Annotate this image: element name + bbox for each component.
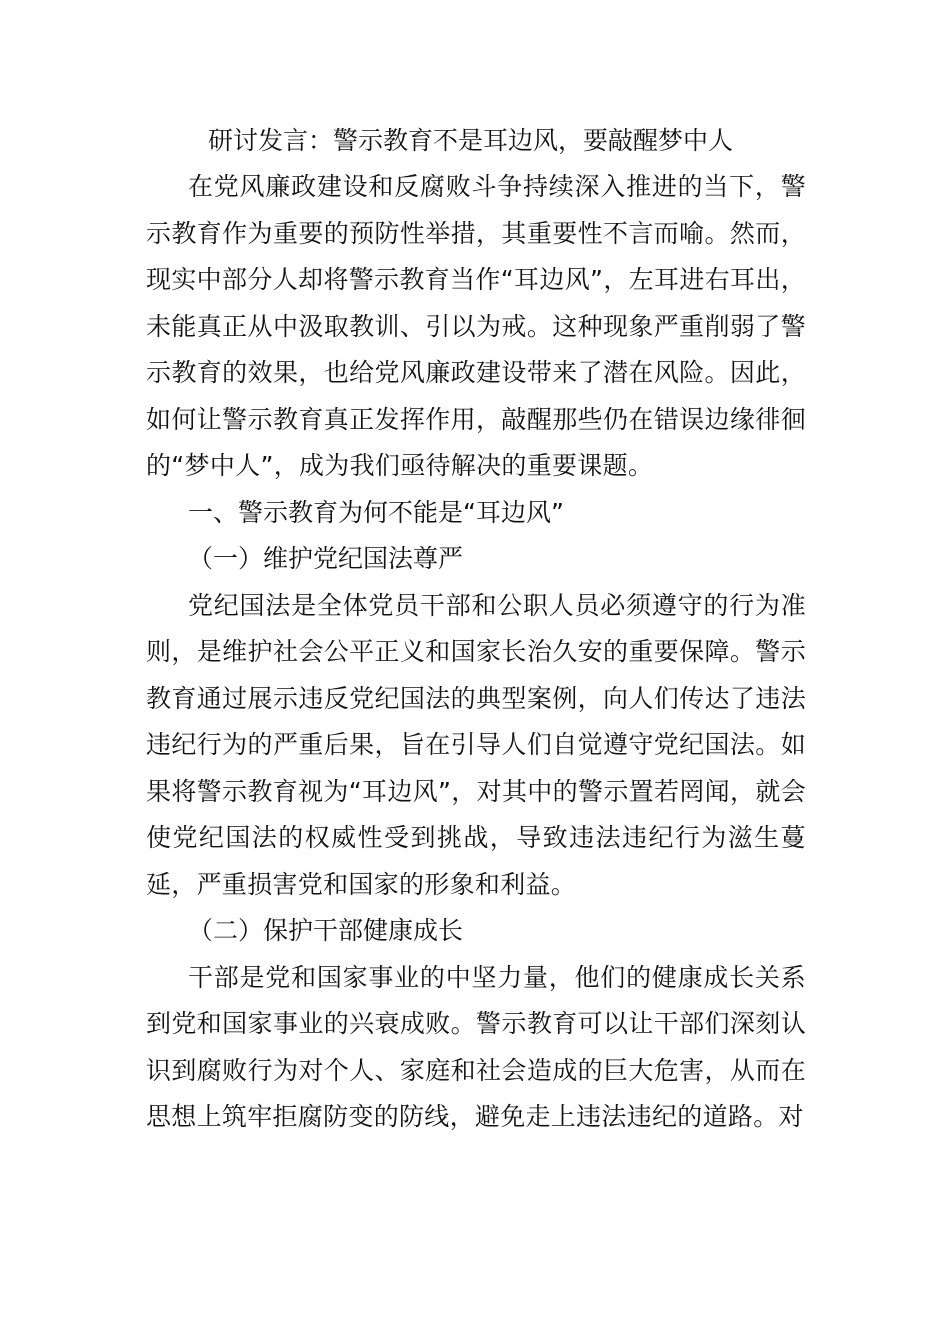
subsection-1-heading: （一）维护党纪国法尊严 [188,544,464,573]
intro-paragraph: 在党风廉政建设和反腐败斗争持续深入推进的当下，警示教育作为重要的预防性举措，其重要性不言而喻。然而，现实中部分人却将警示教育当作“耳边风”，左耳进右耳出，未能真正从中汲取教训、引以为戒。这种现象严重削弱了警示教育的效果，也给党风廉政建设带来了潜在风险。因此，如何让警示教育真正发挥作用，敲醒那些仍在错误边缘徘徊的“梦中人”，成为我们亟待解决的重要课题。 [146,172,806,480]
document-page [146,118,806,1141]
subsection-1-paragraph: 党纪国法是全体党员干部和公职人员必须遵守的行为准则，是维护社会公平正义和国家长治久安的重要保障。警示教育通过展示违反党纪国法的典型案例，向人们传达了违法违纪行为的严重后果，旨在引导人们自觉遵守党纪国法。如果将警示教育视为“耳边风”，对其中的警示置若罔闻，就会使党纪国法的权威性受到挑战，导致违法违纪行为滋生蔓延，严重损害党和国家的形象和利益。 [146,590,806,899]
section-1-heading: 一、警示教育为何不能是“耳边风” [188,497,564,527]
document-title: 研讨发言：警示教育不是耳边风，要敲醒梦中人 [208,126,734,155]
subsection-2-paragraph: 干部是党和国家事业的中坚力量，他们的健康成长关系到党和国家事业的兴衰成败。警示教育可以让干部们深刻认识到腐败行为对个人、家庭和社会造成的巨大危害，从而在思想上筑牢拒腐防变的防线，避免走上违法违纪的道路。对 [146,962,806,1131]
subsection-2-heading: （二）保护干部健康成长 [188,916,464,945]
